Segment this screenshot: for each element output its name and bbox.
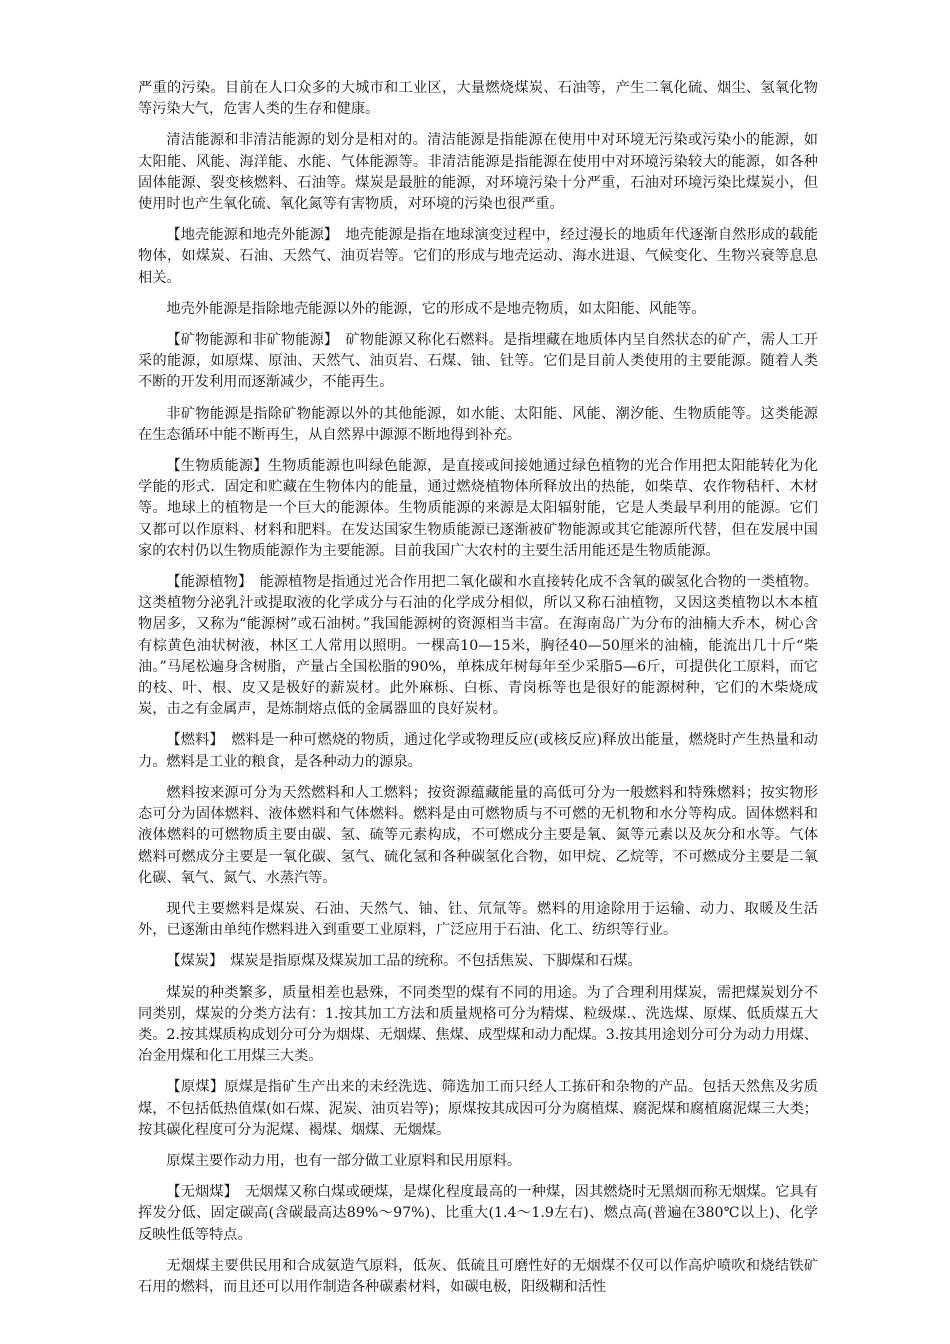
paragraph-text: 非矿物能源是指除矿物能源以外的其他能源，如水能、太阳能、风能、潮汐能、生物质能等。这类能源在生态循环中能不断再生，从自然界中源源不断地得到补充。 — [138, 405, 818, 443]
paragraph-text: 地壳外能源是指除地壳能源以外的能源，它的形成不是地壳物质，如太阳能、风能等。 — [166, 300, 706, 317]
paragraph-5 — [138, 330, 818, 394]
paragraph-text: 清洁能源和非清洁能源的划分是相对的。清洁能源是指能源在使用中对环境无污染或污染小的能源，如太阳能、风能、海洋能、水能、气体能源等。非清洁能源是指能源在使用中对环境污染较大的能源，如各种固体能源、裂变核燃料、石油等。煤炭是最脏的能源，对环境污染十分严重，石油对环境污染比煤炭小，但使用时也产生氧化硫、氧化氮等有害物质，对环境的污染也很严重。 — [138, 132, 818, 213]
paragraph-17 — [138, 1256, 818, 1298]
paragraph-14 — [138, 1077, 818, 1141]
paragraph-3 — [138, 225, 818, 289]
paragraph-text: 能源植物是指通过光合作用把二氧化碳和水直接转化成不含氧的碳氢化合物的一类植物。这类植物分泌乳汁或提取液的化学成分与石油的化学成分相似，所以又称石油植物，又因这类植物以木本植物居多，又称为“能源树”或石油树。”我国能源树的资源相当丰富。在海南岛广为分布的油楠大乔木，树心含有棕黄色油状树液，林区工人常用以照明。一棵高10—15米，胸径40—50厘米的油楠，能流出几十斤“柴油。”马尾松遍身含树脂，产量占全国松脂的90%，单株成年树每年至少采脂5—6斤，可提供化工原料，而它的枝、叶、根、皮又是极好的薪炭材。此外麻栎、白栎、青岗栎等也是很好的能源树种，它们的木柴烧成炭，击之有金属声，是炼制熔点低的金属器皿的良好炭材。 — [138, 574, 818, 718]
paragraph-12 — [138, 951, 818, 972]
section-heading: 【矿物能源和非矿物能源】 — [166, 332, 346, 349]
document-page — [138, 78, 818, 1308]
paragraph-9 — [138, 730, 818, 772]
paragraph-text: 煤炭的种类繁多，质量相差也悬殊，不同类型的煤有不同的用途。为了合理利用煤炭，需把煤炭划分不同类别，煤炭的分类方法有：1.按其加工方法和质量规格可分为精煤、粒级煤.、洗选煤、原煤、低质煤五大类。2.按其煤质构成划分可分为烟煤、无烟煤、焦煤、成型煤和动力配煤。3.按其用途划分可分为动力用煤、冶金用煤和化工用煤三大类。 — [138, 984, 818, 1065]
paragraph-text: 生物质能源也叫绿色能源，是直接或间接她通过绿色植物的光合作用把太阳能转化为化学能的形式．固定和贮藏在生物体内的能量，通过燃烧植物体所释放出的热能，如柴草、农作物秸杆、木材等。地球上的植物是一个巨大的能源体。生物质能源的来源是太阳辐射能，它是人类最早利用的能源。它们又都可以作原料、材料和肥料。在发达国家生物质能源已逐渐被矿物能源或其它能源所代替，但在发展中国家的农村仍以生物质能源作为主要能源。目前我国广大农村的主要生活用能还是生物质能源。 — [138, 458, 818, 559]
paragraph-text: 严重的污染。目前在人口众多的大城市和工业区，大量燃烧煤炭、石油等，产生二氧化硫、烟尘、氢氧化物等污染大气，危害人类的生存和健康。 — [138, 80, 818, 118]
paragraph-6 — [138, 404, 818, 446]
paragraph-4 — [138, 299, 818, 320]
section-heading: 【地壳能源和地壳外能源】 — [166, 227, 346, 244]
section-heading: 【能源植物】 — [166, 574, 260, 591]
paragraph-13 — [138, 983, 818, 1068]
section-heading: 【无烟煤】 — [166, 1184, 246, 1201]
section-heading: 【燃料】 — [166, 732, 232, 749]
paragraph-text: 原煤是指矿生产出来的未经洗选、筛选加工而只经人工拣矸和杂物的产品。包括天然焦及劣质煤，不包括低热值煤(如石煤、泥炭、油页岩等)；原煤按其成因可分为腐植煤、腐泥煤和腐植腐泥煤三大类；按其碳化程度可分为泥煤、褐煤、烟煤、无烟煤。 — [138, 1079, 818, 1138]
paragraph-15 — [138, 1151, 818, 1172]
paragraph-text: 地壳能源是指在地球演变过程中，经过漫长的地质年代逐渐自然形成的载能物体，如煤炭、石油、天然气、油页岩等。它们的形成与地壳运动、海水进退、气候变化、生物兴衰等息息相关。 — [138, 227, 818, 286]
paragraph-text: 煤炭是指原煤及煤炭加工品的统称。不包括焦炭、下脚煤和石煤。 — [230, 953, 642, 970]
paragraph-10 — [138, 783, 818, 889]
paragraph-text: 无烟煤主要供民用和合成氨造气原料，低灰、低硫且可磨性好的无烟煤不仅可以作高炉喷吹和烧结铁矿石用的燃料，而且还可以用作制造各种碳素材料，如碳电极，阳级糊和活性 — [138, 1257, 818, 1295]
section-heading: 【煤炭】 — [166, 953, 231, 970]
paragraph-7 — [138, 456, 818, 562]
paragraph-text: 燃料是一种可燃烧的物质，通过化学或物理反应(或核反应)释放出能量，燃烧时产生热量和动力。燃料是工业的粮食，是各种动力的源泉。 — [138, 732, 818, 770]
section-heading: 【生物质能源】 — [166, 458, 268, 475]
paragraph-text: 原煤主要作动力用，也有一部分做工业原料和民用原料。 — [166, 1152, 522, 1169]
paragraph-2 — [138, 130, 818, 215]
paragraph-text: 无烟煤又称白煤或硬煤，是煤化程度最高的一种煤，因其燃烧时无黑烟而称无烟煤。它具有挥发分低、固定碳高(含碳最高达89%～97%)、比重大(1.4～1.9左右)、燃点高(普遍在380℃以上)、化学反映性低等特点。 — [138, 1184, 818, 1243]
paragraph-text: 现代主要燃料是煤炭、石油、天然气、铀、钍、氘氚等。燃料的用途除用于运输、动力、取暖及生活外，已逐渐由单纯作燃料进入到重要工业原料，广泛应用于石油、化工、纺织等行业。 — [138, 900, 818, 939]
paragraph-text: 燃料按来源可分为天然燃料和人工燃料；按资源蕴藏能量的高低可分为一般燃料和特殊燃料；按实物形态可分为固体燃料、液体燃料和气体燃料。燃料是由可燃物质与不可燃的无机物和水分等构成。固体燃料和液体燃料的可燃物质主要由碳、氢、硫等元素构成，不可燃成分主要是氧、氮等元素以及灰分和水等。气体燃料可燃成分主要是一氧化碳、氢气、硫化氢和各种碳氢化合物，如甲烷、乙烷等，不可燃成分主要是二氧化碳、氧气、氮气、水蒸汽等。 — [138, 784, 818, 886]
paragraph-8 — [138, 572, 818, 720]
paragraph-1 — [138, 78, 818, 120]
paragraph-text: 矿物能源又称化石燃料。是指埋藏在地质体内呈自然状态的矿产，需人工开采的能源，如原煤、原油、天然气、油页岩、石煤、铀、钍等。它们是目前人类使用的主要能源。随着人类不断的开发利用而逐渐减少，不能再生。 — [138, 332, 818, 391]
paragraph-16 — [138, 1182, 818, 1246]
section-heading: 【原煤】 — [166, 1079, 225, 1096]
paragraph-11 — [138, 899, 818, 941]
